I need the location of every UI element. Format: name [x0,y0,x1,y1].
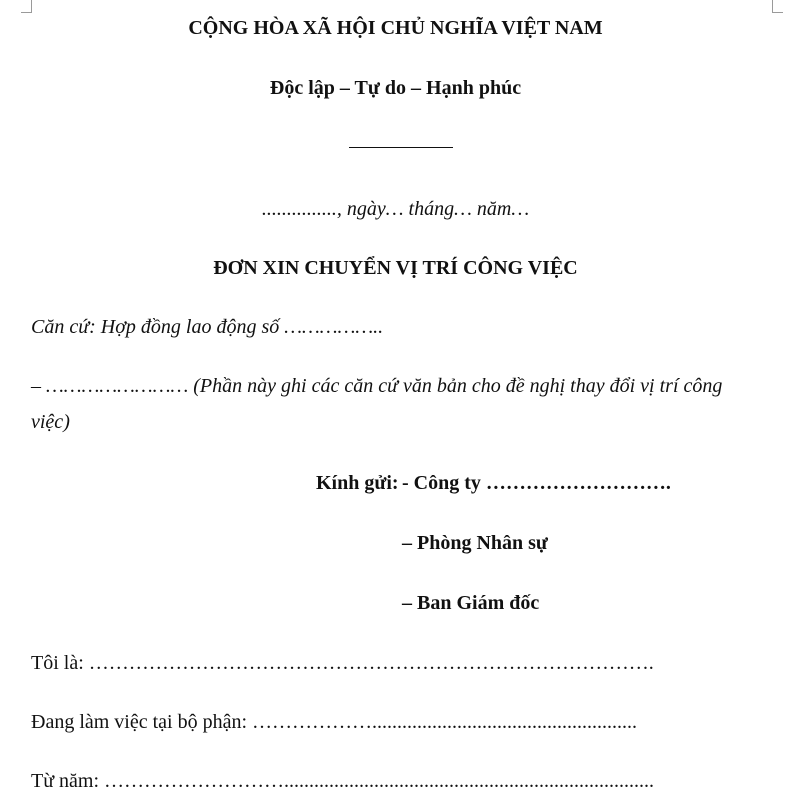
basis-other-line: – …………………… (Phần này ghi các căn cứ văn bản cho đề nghị thay đổi vị trí công [31,375,723,397]
page-corner-mark-right [772,0,783,13]
page-corner-mark-left [21,0,32,13]
recipient-hr: – Phòng Nhân sự [402,532,548,554]
header-divider [349,147,453,148]
date-line: ..............., ngày… tháng… năm… [261,198,530,220]
recipient-board: – Ban Giám đốc [402,592,540,614]
field-since: Từ năm: ……………………….......................................................................... [31,770,655,792]
basis-contract-line: Căn cứ: Hợp đồng lao động số …………….. [31,316,384,338]
recipient-prefix: Kính gửi: [316,472,399,494]
national-motto: Độc lập – Tự do – Hạnh phúc [269,77,522,99]
field-name: Tôi là: …………………………………………………………………………. [31,652,654,674]
document-title: ĐƠN XIN CHUYỂN VỊ TRÍ CÔNG VIỆC [213,257,578,279]
recipient-company: - Công ty ………………………. [402,472,671,494]
field-department: Đang làm việc tại bộ phận: ………………..................................................... [31,711,638,733]
basis-other-line-continued: việc) [31,411,70,433]
country-header: CỘNG HÒA XÃ HỘI CHỦ NGHĨA VIỆT NAM [188,17,603,39]
